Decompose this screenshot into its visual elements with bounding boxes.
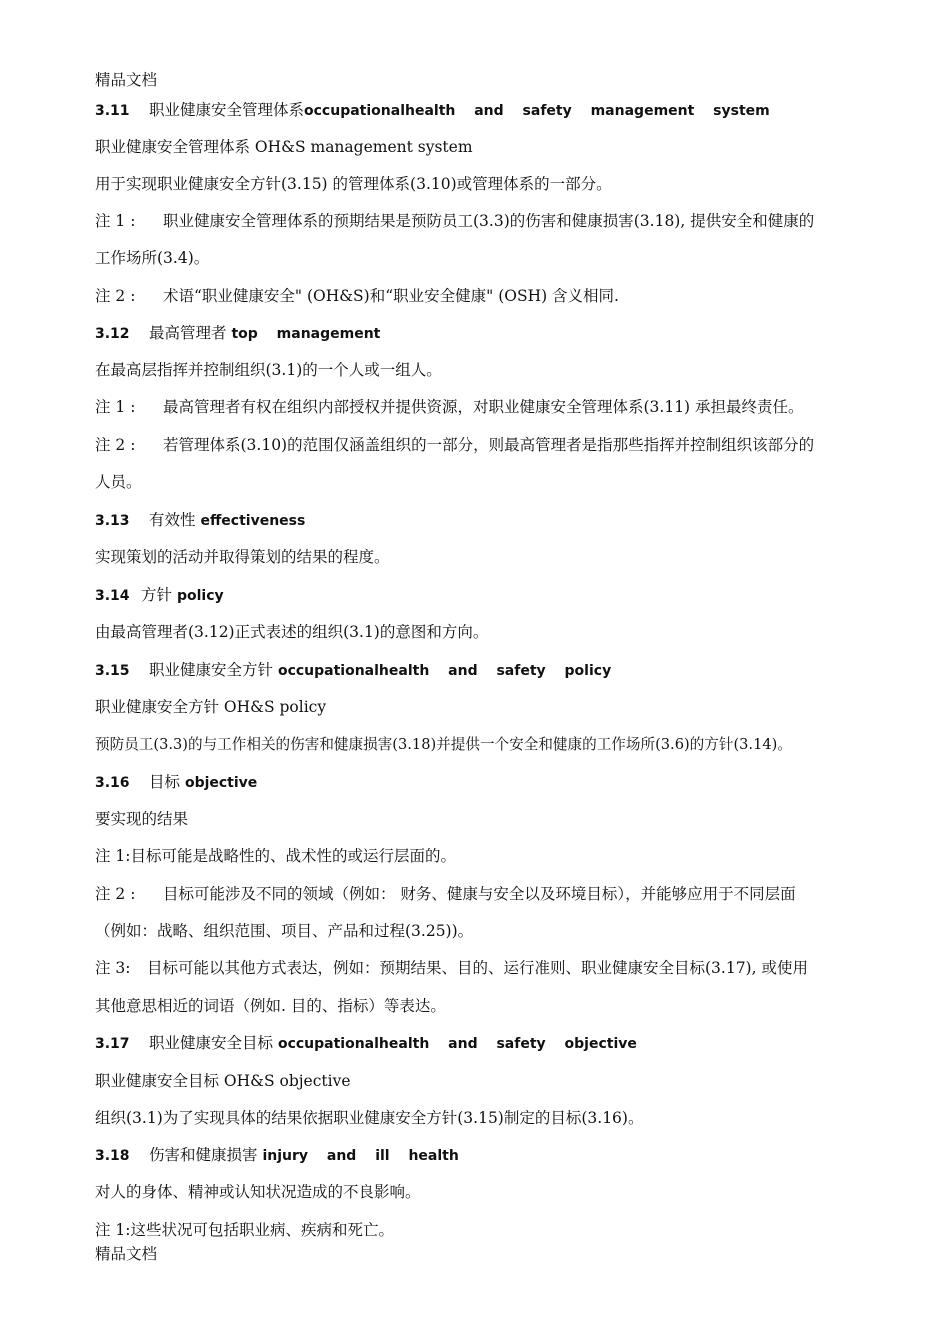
term-number: 3.17 — [95, 1036, 130, 1052]
line-text: 人员。 — [95, 473, 142, 491]
term-number: 3.18 — [95, 1148, 130, 1164]
note-label: 注 1 : — [95, 398, 136, 416]
page-header: 精品文档 — [95, 71, 158, 89]
term-english: occupationalhealth and safety objective — [277, 1036, 637, 1052]
term-3-14-heading — [95, 585, 858, 606]
term-3-12-heading — [95, 323, 858, 344]
term-3-12-definition — [95, 360, 858, 380]
term-chinese: 有效性 — [149, 511, 196, 529]
line-text: 工作场所(3.4)。 — [95, 249, 210, 267]
term-3-13-definition — [95, 547, 858, 567]
term-number: 3.16 — [95, 775, 130, 791]
term-chinese: 目标 — [149, 773, 181, 791]
term-chinese: 方针 — [141, 586, 173, 604]
term-3-16-note-3 — [95, 958, 858, 978]
term-number: 3.11 — [95, 103, 130, 119]
line-text: 在最高层指挥并控制组织(3.1)的一个人或一组人。 — [95, 361, 442, 379]
term-3-13-heading — [95, 510, 858, 531]
line-text: 职业健康安全目标 OH&S objective — [95, 1072, 351, 1090]
term-3-11-abbrev — [95, 137, 858, 157]
line-text: 注 1:这些状况可包括职业病、疾病和死亡。 — [95, 1221, 395, 1239]
term-3-15-abbrev — [95, 697, 858, 717]
term-3-17-abbrev — [95, 1071, 858, 1091]
note-label: 注 2 : — [95, 436, 136, 454]
term-english: effectiveness — [200, 513, 306, 529]
note-text: 若管理体系(3.10)的范围仅涵盖组织的一部分，则最高管理者是指那些指挥并控制组织该部分的 — [163, 436, 815, 454]
line-text: 组织(3.1)为了实现具体的结果依据职业健康安全方针(3.15)制定的目标(3.16)。 — [95, 1109, 644, 1127]
term-3-16-heading — [95, 772, 858, 793]
line-text: 预防员工(3.3)的与工作相关的伤害和健康损害(3.18)并提供一个安全和健康的工作场所(3.6)的方针(3.14)。 — [95, 736, 792, 753]
term-number: 3.15 — [95, 663, 130, 679]
term-number: 3.12 — [95, 326, 130, 342]
note-label: 注 1 : — [95, 212, 136, 230]
term-3-18-note-1 — [95, 1220, 858, 1240]
term-chinese: 最高管理者 — [149, 324, 227, 342]
term-3-16-note-2 — [95, 884, 858, 904]
term-3-17-heading — [95, 1033, 858, 1054]
note-text: 术语“职业健康安全" (OH&S)和“职业安全健康" (OSH) 含义相同. — [163, 287, 619, 305]
term-3-16-note-2-cont — [95, 921, 858, 941]
note-text: 目标可能涉及不同的领域（例如： 财务、健康与安全以及环境目标），并能够应用于不同层面 — [163, 885, 796, 903]
note-label: 注 2 : — [95, 287, 136, 305]
term-english: injury and ill health — [262, 1148, 459, 1164]
line-text: 要实现的结果 — [95, 810, 189, 828]
line-text: 职业健康安全管理体系 OH&S management system — [95, 138, 473, 156]
line-text: 职业健康安全方针 OH&S policy — [95, 698, 327, 716]
term-3-17-definition — [95, 1108, 858, 1128]
term-chinese: 职业健康安全管理体系 — [149, 101, 305, 119]
term-3-11-definition — [95, 174, 858, 194]
note-label: 注 3: — [95, 959, 131, 977]
note-text: 职业健康安全管理体系的预期结果是预防员工(3.3)的伤害和健康损害(3.18), 提供安全和健康的 — [163, 212, 815, 230]
term-chinese: 伤害和健康损害 — [149, 1146, 258, 1164]
term-3-16-definition — [95, 809, 858, 829]
page-footer: 精品文档 — [95, 1245, 158, 1263]
term-english: top management — [231, 326, 381, 342]
term-english: objective — [184, 775, 258, 791]
term-english: policy — [176, 588, 224, 604]
term-3-12-note-2-cont — [95, 472, 858, 492]
line-text: （例如：战略、组织范围、项目、产品和过程(3.25))。 — [95, 922, 474, 940]
term-3-12-note-1 — [95, 397, 858, 417]
line-text: 用于实现职业健康安全方针(3.15) 的管理体系(3.10)或管理体系的一部分。 — [95, 175, 612, 193]
line-text: 其他意思相近的词语（例如. 目的、指标）等表达。 — [95, 997, 446, 1015]
note-text: 最高管理者有权在组织内部授权并提供资源，对职业健康安全管理体系(3.11) 承担最终责任。 — [163, 398, 804, 416]
term-3-11-note-1-cont — [95, 248, 858, 268]
term-3-18-definition — [95, 1182, 858, 1202]
note-label: 注 2 : — [95, 885, 136, 903]
term-english: occupationalhealth and safety policy — [277, 663, 612, 679]
term-3-14-definition — [95, 622, 858, 642]
note-text: 目标可能以其他方式表达，例如：预期结果、目的、运行准则、职业健康安全目标(3.17), 或使用 — [147, 959, 808, 977]
term-chinese: 职业健康安全方针 — [149, 661, 274, 679]
line-text: 注 1:目标可能是战略性的、战术性的或运行层面的。 — [95, 847, 457, 865]
term-3-15-heading — [95, 660, 858, 681]
line-text: 实现策划的活动并取得策划的结果的程度。 — [95, 548, 390, 566]
term-3-16-note-3-cont — [95, 996, 858, 1016]
term-3-11-note-1 — [95, 211, 858, 231]
term-number: 3.13 — [95, 513, 130, 529]
term-3-18-heading — [95, 1145, 858, 1166]
line-text: 由最高管理者(3.12)正式表述的组织(3.1)的意图和方向。 — [95, 623, 489, 641]
term-3-15-definition — [95, 734, 870, 755]
term-3-16-note-1 — [95, 846, 858, 866]
term-number: 3.14 — [95, 588, 130, 604]
term-chinese: 职业健康安全目标 — [149, 1034, 274, 1052]
term-3-11-note-2 — [95, 286, 858, 306]
line-text: 对人的身体、精神或认知状况造成的不良影响。 — [95, 1183, 421, 1201]
term-3-11-heading — [95, 100, 858, 121]
term-3-12-note-2 — [95, 435, 858, 455]
term-english: occupationalhealth and safety management system — [304, 103, 770, 119]
